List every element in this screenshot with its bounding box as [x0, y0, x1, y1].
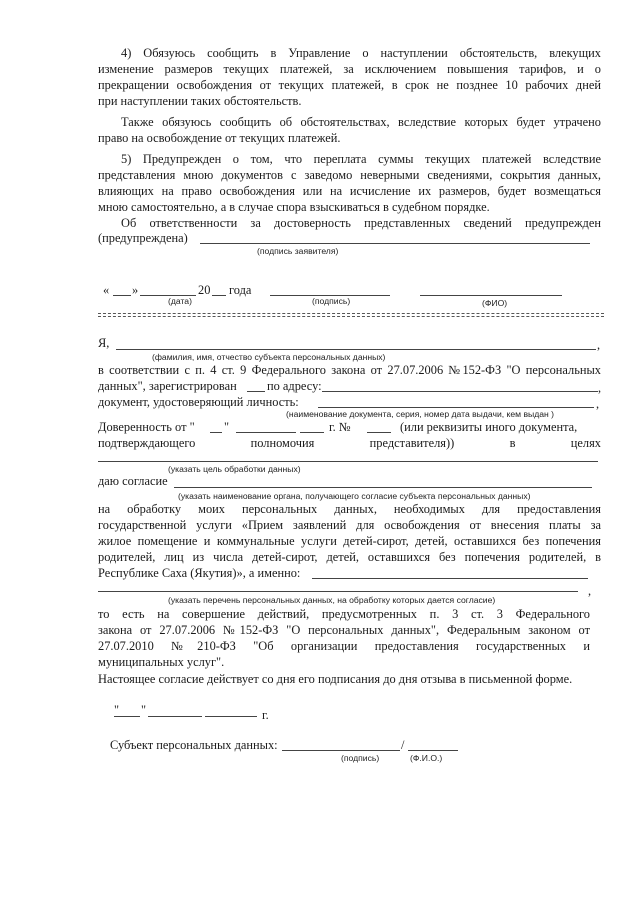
- clause-4-line: при наступлении таких обстоятельств.: [98, 94, 302, 108]
- validity-statement: Настоящее согласие действует со дня его подписания до дня отзыва в письменной форме.: [98, 672, 573, 686]
- proxy-word: подтверждающего: [98, 436, 196, 450]
- proxy-line-2: [98, 436, 601, 450]
- consent-body-line: на обработку моих персональных данных, необходимых для предоставления: [98, 502, 601, 516]
- footer-year-field[interactable]: [205, 716, 257, 717]
- year-suffix: года: [229, 283, 252, 297]
- consent-address-label: по адресу:: [267, 379, 322, 393]
- clause-5-line: влияющих на право освобождения или на исчисление их размеров, будет возмещаться: [98, 184, 601, 198]
- consent-body-line: Республике Саха (Якутия)», а именно:: [98, 566, 301, 580]
- clause-4-line: 4) Обязуюсь сообщить в Управление о наступлении обстоятельств, влекущих: [121, 46, 601, 60]
- responsibility-line: Об ответственности за достоверность представленных сведений предупрежден: [121, 216, 601, 230]
- slash: /: [401, 738, 405, 752]
- clause-also-line: право на освобождение от текущих платежей.: [98, 131, 341, 145]
- subject-fio-caption: (Ф.И.О.): [410, 753, 443, 763]
- consent-ya: Я,: [98, 336, 110, 350]
- consent-body-line: жилое помещение и коммунальные услуги детей-сирот, детей, оставшихся без попечения: [98, 534, 601, 548]
- proxy-word: целях: [570, 436, 601, 450]
- address-field[interactable]: [322, 391, 598, 392]
- quote-close: »: [132, 283, 139, 297]
- consent-law-line: в соответствии с п. 4 ст. 9 Федерального закона от 27.07.2006 №152-ФЗ "О персональных: [98, 363, 601, 377]
- day-field[interactable]: [113, 295, 131, 296]
- consent-body-line: государственной услуги «Прием заявлений для освобождения от внесения платы за: [98, 518, 601, 532]
- footer-day-field[interactable]: [114, 716, 140, 717]
- separator-line: [98, 313, 604, 314]
- actions-line: то есть на совершение действий, предусмотренных п. 3 ст. 3 Федерального: [98, 607, 590, 621]
- actions-line: муниципальных услуг".: [98, 655, 225, 669]
- proxy-year-field[interactable]: [300, 432, 324, 433]
- proxy-day-field[interactable]: [210, 432, 222, 433]
- footer-month-field[interactable]: [148, 716, 202, 717]
- consent-body-line: родителей, лиц из числа детей-сирот, детей, оставшихся без попечения родителей, в: [98, 550, 601, 564]
- operator-field[interactable]: [174, 487, 592, 488]
- subject-label: Субъект персональных данных:: [110, 738, 278, 752]
- comma: ,: [588, 584, 592, 598]
- date-caption: (дата): [168, 296, 192, 306]
- applicant-signature-caption: (подпись заявителя): [257, 246, 339, 256]
- comma: ,: [597, 338, 601, 352]
- proxy-number-field[interactable]: [367, 432, 391, 433]
- proxy-label: Доверенность от ": [98, 420, 195, 434]
- comma: ,: [596, 397, 600, 411]
- footer-quote: ": [114, 703, 120, 717]
- identity-document-field[interactable]: [318, 407, 594, 408]
- operator-caption: (указать наименование органа, получающего согласие субъекта персональных данных): [178, 491, 531, 501]
- applicant-signature-field[interactable]: [200, 243, 590, 244]
- separator-line: [98, 316, 604, 317]
- identity-document-caption: (наименование документа, серия, номер дата выдачи, кем выдан ): [286, 409, 554, 419]
- subject-name-caption: (фамилия, имя, отчество субъекта персональных данных): [152, 352, 386, 362]
- footer-year-label: г.: [262, 708, 269, 722]
- subject-signature-field[interactable]: [282, 750, 400, 751]
- proxy-month-field[interactable]: [236, 432, 296, 433]
- signature-caption: (подпись): [312, 296, 351, 306]
- proxy-word: представителя)): [369, 436, 455, 450]
- clause-5-line: представления мною документов с заведомо неверными сведениями, сокрытия данных,: [98, 168, 601, 182]
- clause-4-line: изменение размеров текущих платежей, за исключением повышения тарифов, и о: [98, 62, 601, 76]
- proxy-alt-label: (или реквизиты иного документа,: [400, 420, 578, 434]
- comma: ,: [598, 381, 602, 395]
- proxy-word: в: [509, 436, 516, 450]
- proxy-word: полномочия: [250, 436, 315, 450]
- year-field[interactable]: [212, 295, 226, 296]
- clause-5-line: мною самостоятельно, а в случае спора взыскиваться в судебном порядке.: [98, 200, 490, 214]
- give-consent-label: даю согласие: [98, 474, 168, 488]
- subject-signature-caption: (подпись): [341, 753, 380, 763]
- actions-line: 27.07.2010 №210-ФЗ "Об организации предоставления государственных и: [98, 639, 590, 653]
- consent-registered-label: данных", зарегистрирован: [98, 379, 237, 393]
- subject-name-field[interactable]: [116, 349, 596, 350]
- proxy-number-label: г. №: [329, 420, 351, 434]
- footer-quote: ": [141, 703, 147, 717]
- purpose-field[interactable]: [98, 461, 598, 462]
- subject-fio-field[interactable]: [408, 750, 458, 751]
- identity-document-label: документ, удостоверяющий личность:: [98, 395, 299, 409]
- proxy-quote: ": [224, 420, 230, 434]
- fio-field[interactable]: [420, 295, 562, 296]
- responsibility-line: (предупреждена): [98, 231, 188, 245]
- registered-suffix-field[interactable]: [247, 391, 265, 392]
- data-list-field[interactable]: [312, 578, 588, 579]
- clause-5-line: 5) Предупрежден о том, что переплата суммы текущих платежей вследствие: [121, 152, 601, 166]
- fio-caption: (ФИО): [482, 298, 508, 308]
- purpose-caption: (указать цель обработки данных): [168, 464, 301, 474]
- data-list-field-2[interactable]: [98, 591, 578, 592]
- data-list-caption: (указать перечень персональных данных, на обработку которых дается согласие): [168, 595, 496, 605]
- clause-4-line: прекращении освобождения от текущих платежей, в срок не позднее 10 рабочих дней: [98, 78, 601, 92]
- clause-also-line: Также обязуюсь сообщить об обстоятельствах, вследствие которых будет утрачено: [121, 115, 601, 129]
- actions-line: закона от 27.07.2006 №152-ФЗ "О персональных данных", Федеральным законом от: [98, 623, 590, 637]
- quote-open: «: [103, 283, 110, 297]
- year-prefix: 20: [198, 283, 211, 297]
